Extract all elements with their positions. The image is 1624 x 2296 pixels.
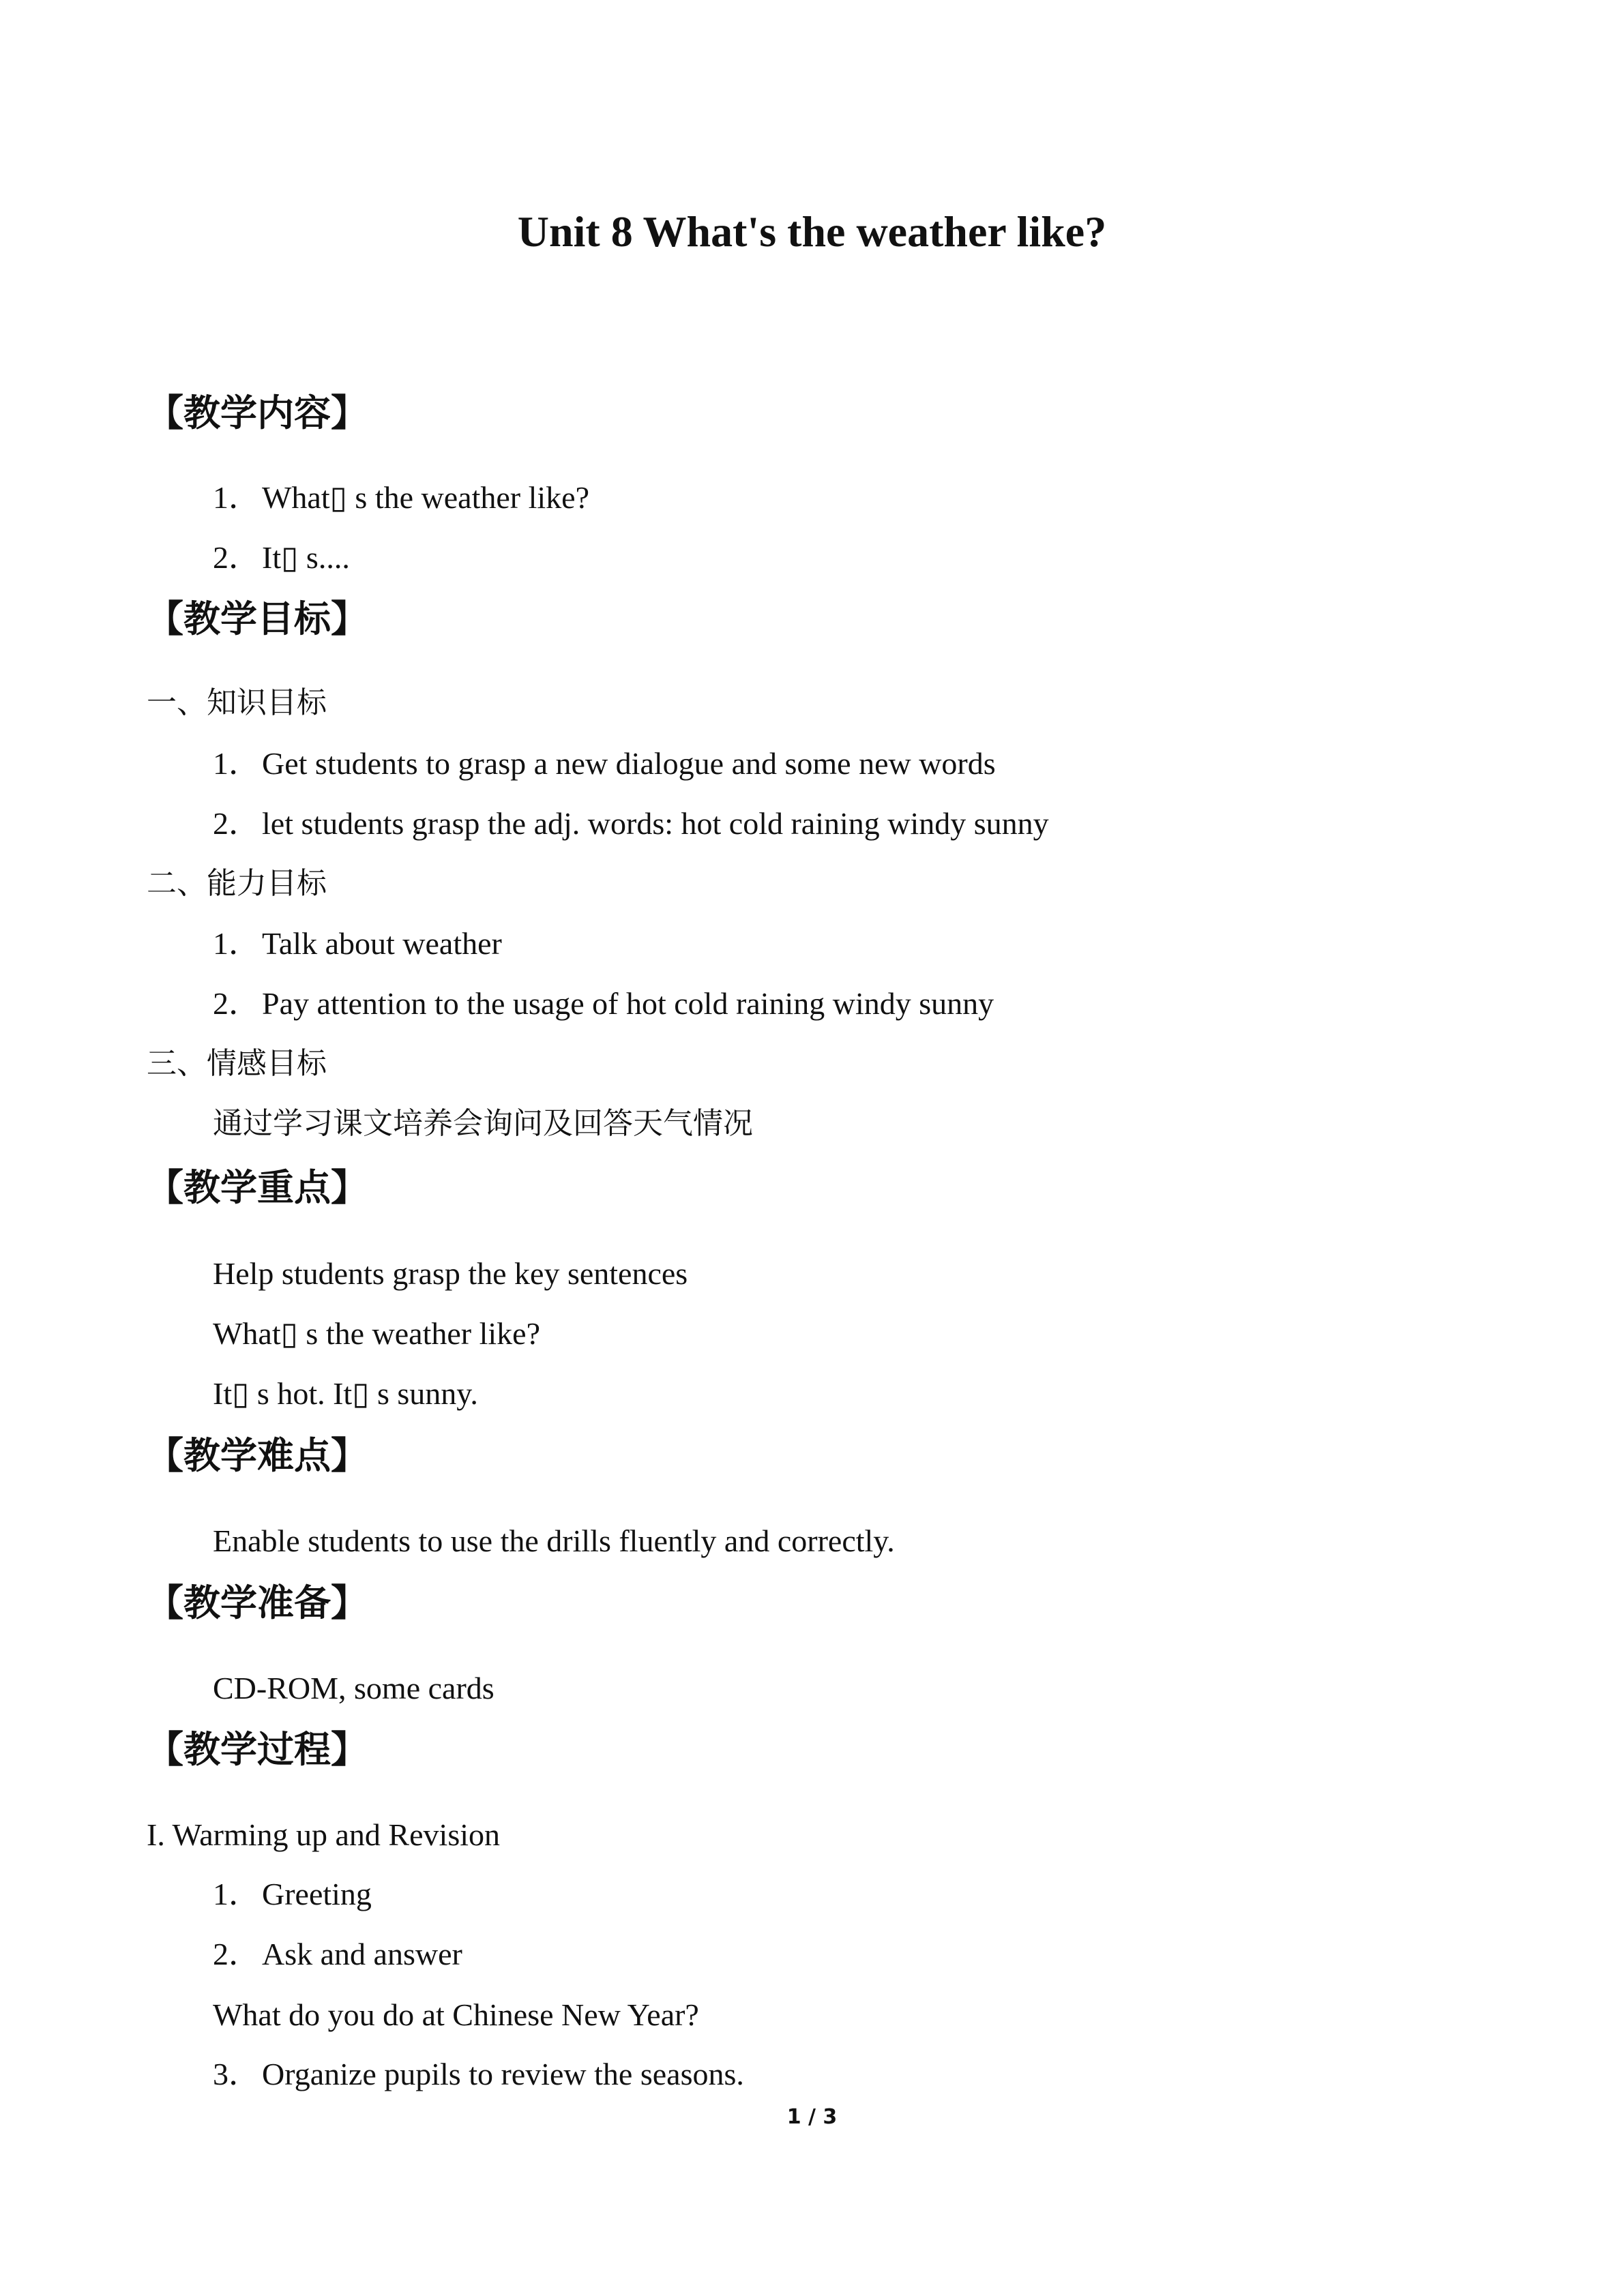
ability-objectives-label: 二、能力目标 — [147, 866, 327, 901]
heading-teaching-objectives: 【教学目标】 — [147, 597, 368, 640]
content-item-2 — [213, 537, 350, 578]
knowledge-item-2 — [213, 803, 1049, 844]
heading-teaching-process: 【教学过程】 — [147, 1728, 368, 1771]
document-title: Unit 8 What's the weather like? — [517, 207, 1107, 256]
item-text: Get students to grasp a new dialogue and some new words — [262, 746, 996, 781]
item-number: 1． — [213, 1877, 260, 1911]
heading-teaching-content: 【教学内容】 — [147, 391, 368, 434]
content-item-1 — [213, 477, 589, 518]
heading-key-points: 【教学重点】 — [147, 1166, 368, 1209]
process-item-1 — [213, 1874, 372, 1915]
key-point-line-2: What▯ s the weather like? — [213, 1316, 540, 1351]
item-text: It▯ s.... — [262, 540, 350, 575]
item-number: 1． — [213, 480, 260, 515]
item-text: Pay attention to the usage of hot cold raining windy sunny — [262, 986, 994, 1021]
item-number: 1． — [213, 746, 260, 781]
knowledge-objectives-label: 一、知识目标 — [147, 685, 327, 720]
emotion-objectives-label: 三、情感目标 — [147, 1046, 327, 1081]
knowledge-item-1 — [213, 743, 996, 784]
item-text: What▯ s the weather like? — [262, 480, 589, 515]
item-text: Greeting — [262, 1877, 372, 1911]
key-point-line-3: It▯ s hot. It▯ s sunny. — [213, 1376, 478, 1411]
process-item-2 — [213, 1934, 462, 1975]
item-number: 3． — [213, 2057, 260, 2091]
item-number: 2． — [213, 806, 260, 841]
process-part-1-title: I. Warming up and Revision — [147, 1817, 500, 1852]
emotion-objective-text: 通过学习课文培养会询问及回答天气情况 — [213, 1106, 753, 1141]
process-item-3 — [213, 2054, 744, 2095]
item-text: let students grasp the adj. words: hot cold raining windy sunny — [262, 806, 1049, 841]
process-question: What do you do at Chinese New Year? — [213, 1997, 699, 2032]
item-number: 2． — [213, 540, 260, 575]
item-text: Talk about weather — [262, 926, 502, 961]
item-number: 2． — [213, 1937, 260, 1971]
heading-difficulties: 【教学难点】 — [147, 1434, 368, 1477]
heading-preparation: 【教学准备】 — [147, 1581, 368, 1624]
item-number: 2． — [213, 986, 260, 1021]
preparation-text: CD-ROM, some cards — [213, 1671, 494, 1705]
key-point-line-1: Help students grasp the key sentences — [213, 1256, 688, 1291]
item-number: 1． — [213, 926, 260, 961]
page-number: 1 / 3 — [786, 2105, 838, 2129]
item-text: Ask and answer — [262, 1937, 462, 1971]
ability-item-2 — [213, 983, 994, 1024]
difficulties-text: Enable students to use the drills fluently and correctly. — [213, 1523, 895, 1558]
item-text: Organize pupils to review the seasons. — [262, 2057, 744, 2091]
ability-item-1 — [213, 923, 502, 964]
